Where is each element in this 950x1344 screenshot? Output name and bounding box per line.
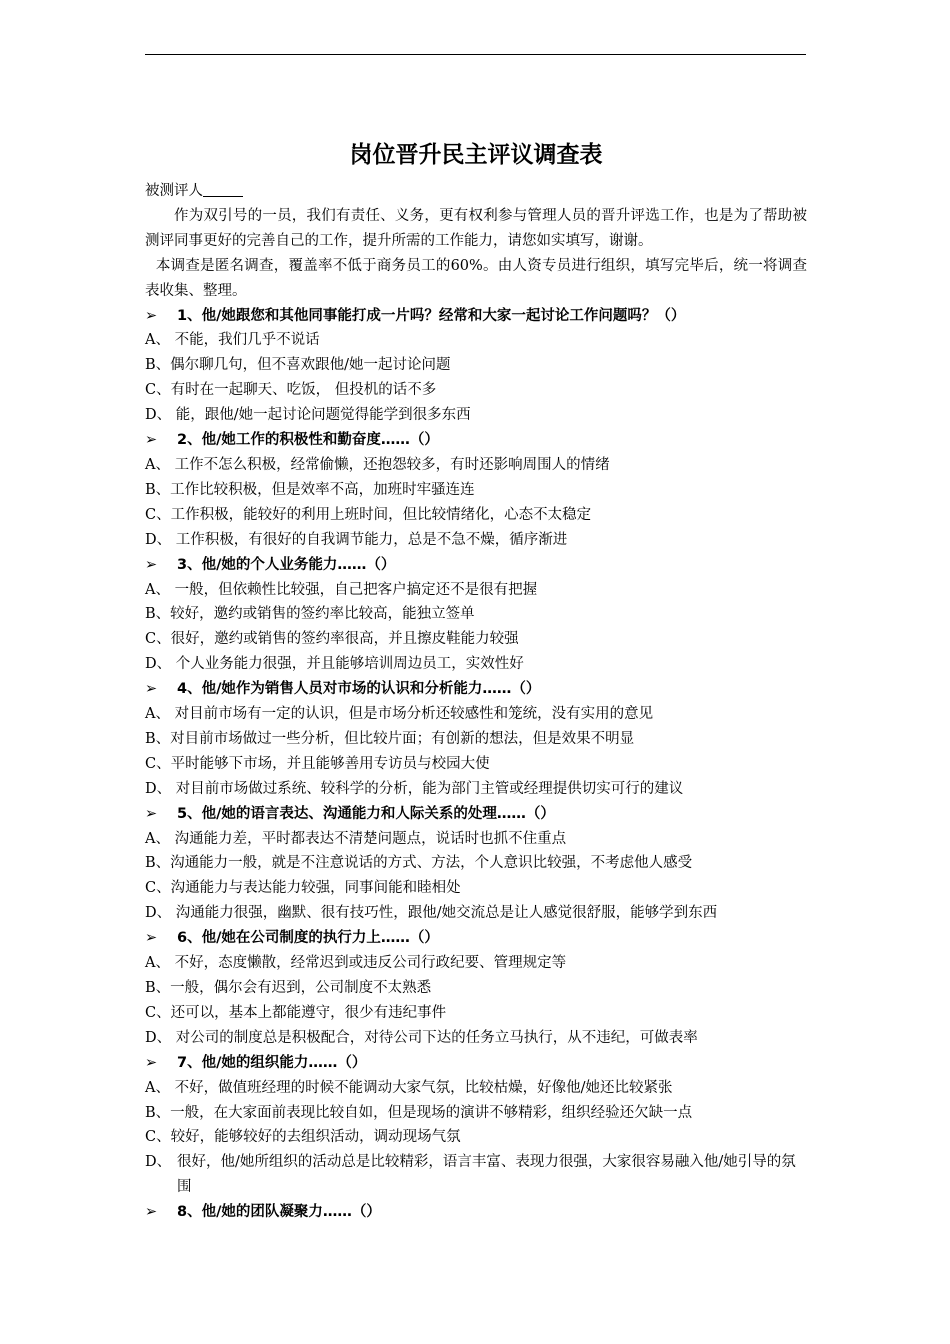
option-text: 有时在一起聊天、吃饭， 但投机的话不多 bbox=[170, 382, 437, 399]
option-6-c[interactable] bbox=[145, 1001, 807, 1026]
option-5-c[interactable] bbox=[145, 876, 807, 901]
option-4-b[interactable] bbox=[145, 727, 807, 752]
option-letter: D、 bbox=[145, 1029, 176, 1046]
option-letter: C、 bbox=[145, 880, 171, 897]
option-text: 一般，在大家面前表现比较自如，但是现场的演讲不够精彩，组织经验还欠缺一点 bbox=[170, 1104, 693, 1121]
option-text: 工作积极，有很好的自我调节能力，总是不急不燥，循序渐进 bbox=[175, 531, 568, 548]
option-3-a[interactable] bbox=[145, 578, 807, 603]
option-text: 沟通能力差，平时都表达不清楚问题点，说话时也抓不住重点 bbox=[174, 830, 567, 847]
option-letter: A、 bbox=[145, 830, 175, 847]
option-letter: A、 bbox=[145, 581, 175, 598]
option-text: 平时能够下市场，并且能够善用专访员与校园大使 bbox=[170, 755, 490, 772]
option-letter: C、 bbox=[145, 382, 171, 399]
arrow-bullet-icon: ➢ bbox=[145, 1204, 158, 1221]
option-letter: A、 bbox=[145, 456, 175, 473]
option-6-a[interactable] bbox=[145, 951, 807, 976]
question-5 bbox=[145, 802, 807, 827]
option-text: 对目前市场有一定的认识，但是市场分析还较感性和笼统，没有实用的意见 bbox=[174, 706, 654, 723]
arrow-bullet-icon: ➢ bbox=[145, 805, 158, 822]
option-2-c[interactable] bbox=[145, 503, 807, 528]
subject-blank[interactable] bbox=[203, 181, 243, 197]
intro-paragraph-1: 作为双引号的一员，我们有责任、义务，更有权利参与管理人员的晋升评选工作，也是为了帮助被测评同事更好的完善自己的工作，提升所需的工作能力，请您如实填写，谢谢。 bbox=[145, 207, 807, 249]
option-letter: B、 bbox=[145, 357, 171, 374]
option-5-a[interactable] bbox=[145, 827, 807, 852]
option-text: 对目前市场做过系统、较科学的分析，能为部门主管或经理提供切实可行的建议 bbox=[175, 780, 684, 797]
option-text: 不能，我们几乎不说话 bbox=[174, 332, 320, 349]
option-text: 较好，邀约或销售的签约率比较高，能独立签单 bbox=[170, 606, 475, 623]
option-7-a[interactable] bbox=[145, 1076, 807, 1101]
option-letter: D、 bbox=[145, 780, 176, 797]
subject-label: 被测评人 bbox=[145, 183, 203, 199]
option-letter: C、 bbox=[145, 631, 171, 648]
option-letter: A、 bbox=[145, 955, 175, 972]
question-text: 6、他/她在公司制度的执行力上……（） bbox=[177, 930, 439, 947]
option-text: 不好，态度懒散，经常迟到或违反公司行政纪要、管理规定等 bbox=[174, 955, 567, 972]
option-text: 对公司的制度总是积极配合，对待公司下达的任务立马执行，从不违纪，可做表率 bbox=[175, 1029, 698, 1046]
option-7-c[interactable] bbox=[145, 1125, 807, 1150]
option-letter: A、 bbox=[145, 1079, 175, 1096]
option-2-a[interactable] bbox=[145, 453, 807, 478]
option-text: 工作比较积极，但是效率不高，加班时牢骚连连 bbox=[170, 481, 475, 498]
option-letter: D、 bbox=[145, 1154, 176, 1171]
question-3 bbox=[145, 553, 807, 578]
option-letter: A、 bbox=[145, 332, 175, 349]
option-letter: C、 bbox=[145, 1129, 171, 1146]
option-letter: D、 bbox=[145, 531, 176, 548]
arrow-bullet-icon: ➢ bbox=[145, 1054, 158, 1071]
question-text: 5、他/她的语言表达、沟通能力和人际关系的处理……（） bbox=[177, 805, 555, 822]
page-title: 岗位晋升民主评议调查表 bbox=[349, 142, 603, 168]
option-5-b[interactable] bbox=[145, 851, 807, 876]
arrow-bullet-icon: ➢ bbox=[145, 556, 158, 573]
option-2-d[interactable] bbox=[145, 528, 807, 553]
option-text: 个人业务能力很强，并且能够培训周边员工，实效性好 bbox=[175, 656, 524, 673]
question-text: 4、他/她作为销售人员对市场的认识和分析能力……（） bbox=[177, 681, 541, 698]
option-letter: C、 bbox=[145, 506, 171, 523]
option-text: 很好，他/她所组织的活动总是比较精彩，语言丰富、表现力很强，大家很容易融入他/她引导的氛围 bbox=[177, 1154, 796, 1196]
subject-line bbox=[145, 179, 807, 204]
option-letter: B、 bbox=[145, 1104, 171, 1121]
option-letter: A、 bbox=[145, 706, 175, 723]
option-letter: B、 bbox=[145, 481, 171, 498]
option-text: 工作积极，能较好的利用上班时间，但比较情绪化，心态不太稳定 bbox=[170, 506, 592, 523]
option-text: 还可以，基本上都能遵守，很少有违纪事件 bbox=[170, 1004, 447, 1021]
question-text: 2、他/她工作的积极性和勤奋度……（） bbox=[177, 432, 439, 449]
question-8 bbox=[145, 1200, 807, 1225]
option-text: 工作不怎么积极，经常偷懒，还抱怨较多，有时还影响周围人的情绪 bbox=[174, 456, 610, 473]
option-7-b[interactable] bbox=[145, 1101, 807, 1126]
arrow-bullet-icon: ➢ bbox=[145, 432, 158, 449]
option-6-b[interactable] bbox=[145, 976, 807, 1001]
option-text: 沟通能力一般，就是不注意说话的方式、方法，个人意识比较强，不考虑他人感受 bbox=[170, 855, 693, 872]
option-text: 沟通能力很强，幽默、很有技巧性，跟他/她交流总是让人感觉很舒服，能够学到东西 bbox=[175, 905, 718, 922]
option-4-c[interactable] bbox=[145, 752, 807, 777]
option-letter: D、 bbox=[145, 905, 176, 922]
question-7 bbox=[145, 1051, 807, 1076]
question-1 bbox=[145, 304, 807, 329]
option-text: 一般，偶尔会有迟到，公司制度不太熟悉 bbox=[170, 980, 432, 996]
option-letter: C、 bbox=[145, 1004, 171, 1021]
option-7-d[interactable] bbox=[145, 1150, 807, 1200]
question-list bbox=[145, 304, 807, 1226]
option-text: 不好，做值班经理的时候不能调动大家气氛，比较枯燥，好像他/她还比较紧张 bbox=[174, 1079, 673, 1096]
option-3-b[interactable] bbox=[145, 602, 807, 627]
option-4-a[interactable] bbox=[145, 702, 807, 727]
question-6 bbox=[145, 926, 807, 951]
survey-content bbox=[145, 138, 807, 1225]
option-3-d[interactable] bbox=[145, 652, 807, 677]
arrow-bullet-icon: ➢ bbox=[145, 681, 158, 698]
option-letter: D、 bbox=[145, 656, 176, 673]
arrow-bullet-icon: ➢ bbox=[145, 307, 158, 324]
option-letter: B、 bbox=[145, 980, 171, 996]
question-text: 7、他/她的组织能力……（） bbox=[177, 1054, 367, 1071]
question-text: 8、他/她的团队凝聚力……（） bbox=[177, 1204, 381, 1221]
question-2 bbox=[145, 428, 807, 453]
option-text: 很好，邀约或销售的签约率很高，并且擦皮鞋能力较强 bbox=[170, 631, 519, 648]
option-1-c[interactable] bbox=[145, 378, 807, 403]
option-letter: C、 bbox=[145, 755, 171, 772]
option-letter: D、 bbox=[145, 407, 176, 424]
option-letter: B、 bbox=[145, 855, 171, 872]
question-text: 3、他/她的个人业务能力……（） bbox=[177, 556, 396, 573]
option-text: 沟通能力与表达能力较强，同事间能和睦相处 bbox=[170, 880, 461, 897]
option-4-d[interactable] bbox=[145, 777, 807, 802]
header-rule bbox=[145, 54, 806, 55]
option-1-a[interactable] bbox=[145, 328, 807, 353]
option-text: 偶尔聊几句，但不喜欢跟他/她一起讨论问题 bbox=[170, 357, 451, 374]
option-1-d[interactable] bbox=[145, 403, 807, 428]
option-letter: B、 bbox=[145, 606, 171, 623]
option-letter: B、 bbox=[145, 730, 171, 747]
option-1-b[interactable] bbox=[145, 353, 807, 378]
option-6-d[interactable] bbox=[145, 1026, 807, 1051]
question-text: 1、他/她跟您和其他同事能打成一片吗？经常和大家一起讨论工作问题吗？（） bbox=[177, 307, 686, 324]
question-4 bbox=[145, 677, 807, 702]
arrow-bullet-icon: ➢ bbox=[145, 930, 158, 947]
option-text: 对目前市场做过一些分析，但比较片面；有创新的想法，但是效果不明显 bbox=[170, 730, 635, 747]
option-5-d[interactable] bbox=[145, 901, 807, 926]
option-text: 较好，能够较好的去组织活动，调动现场气氛 bbox=[170, 1129, 461, 1146]
intro-paragraph-2: 本调查是匿名调查，覆盖率不低于商务员工的60%。由人资专员进行组织，填写完毕后，统一将调查表收集、整理。 bbox=[145, 257, 807, 299]
option-2-b[interactable] bbox=[145, 478, 807, 503]
option-text: 一般，但依赖性比较强，自己把客户搞定还不是很有把握 bbox=[174, 581, 538, 598]
option-3-c[interactable] bbox=[145, 627, 807, 652]
option-text: 能，跟他/她一起讨论问题觉得能学到很多东西 bbox=[175, 407, 471, 424]
